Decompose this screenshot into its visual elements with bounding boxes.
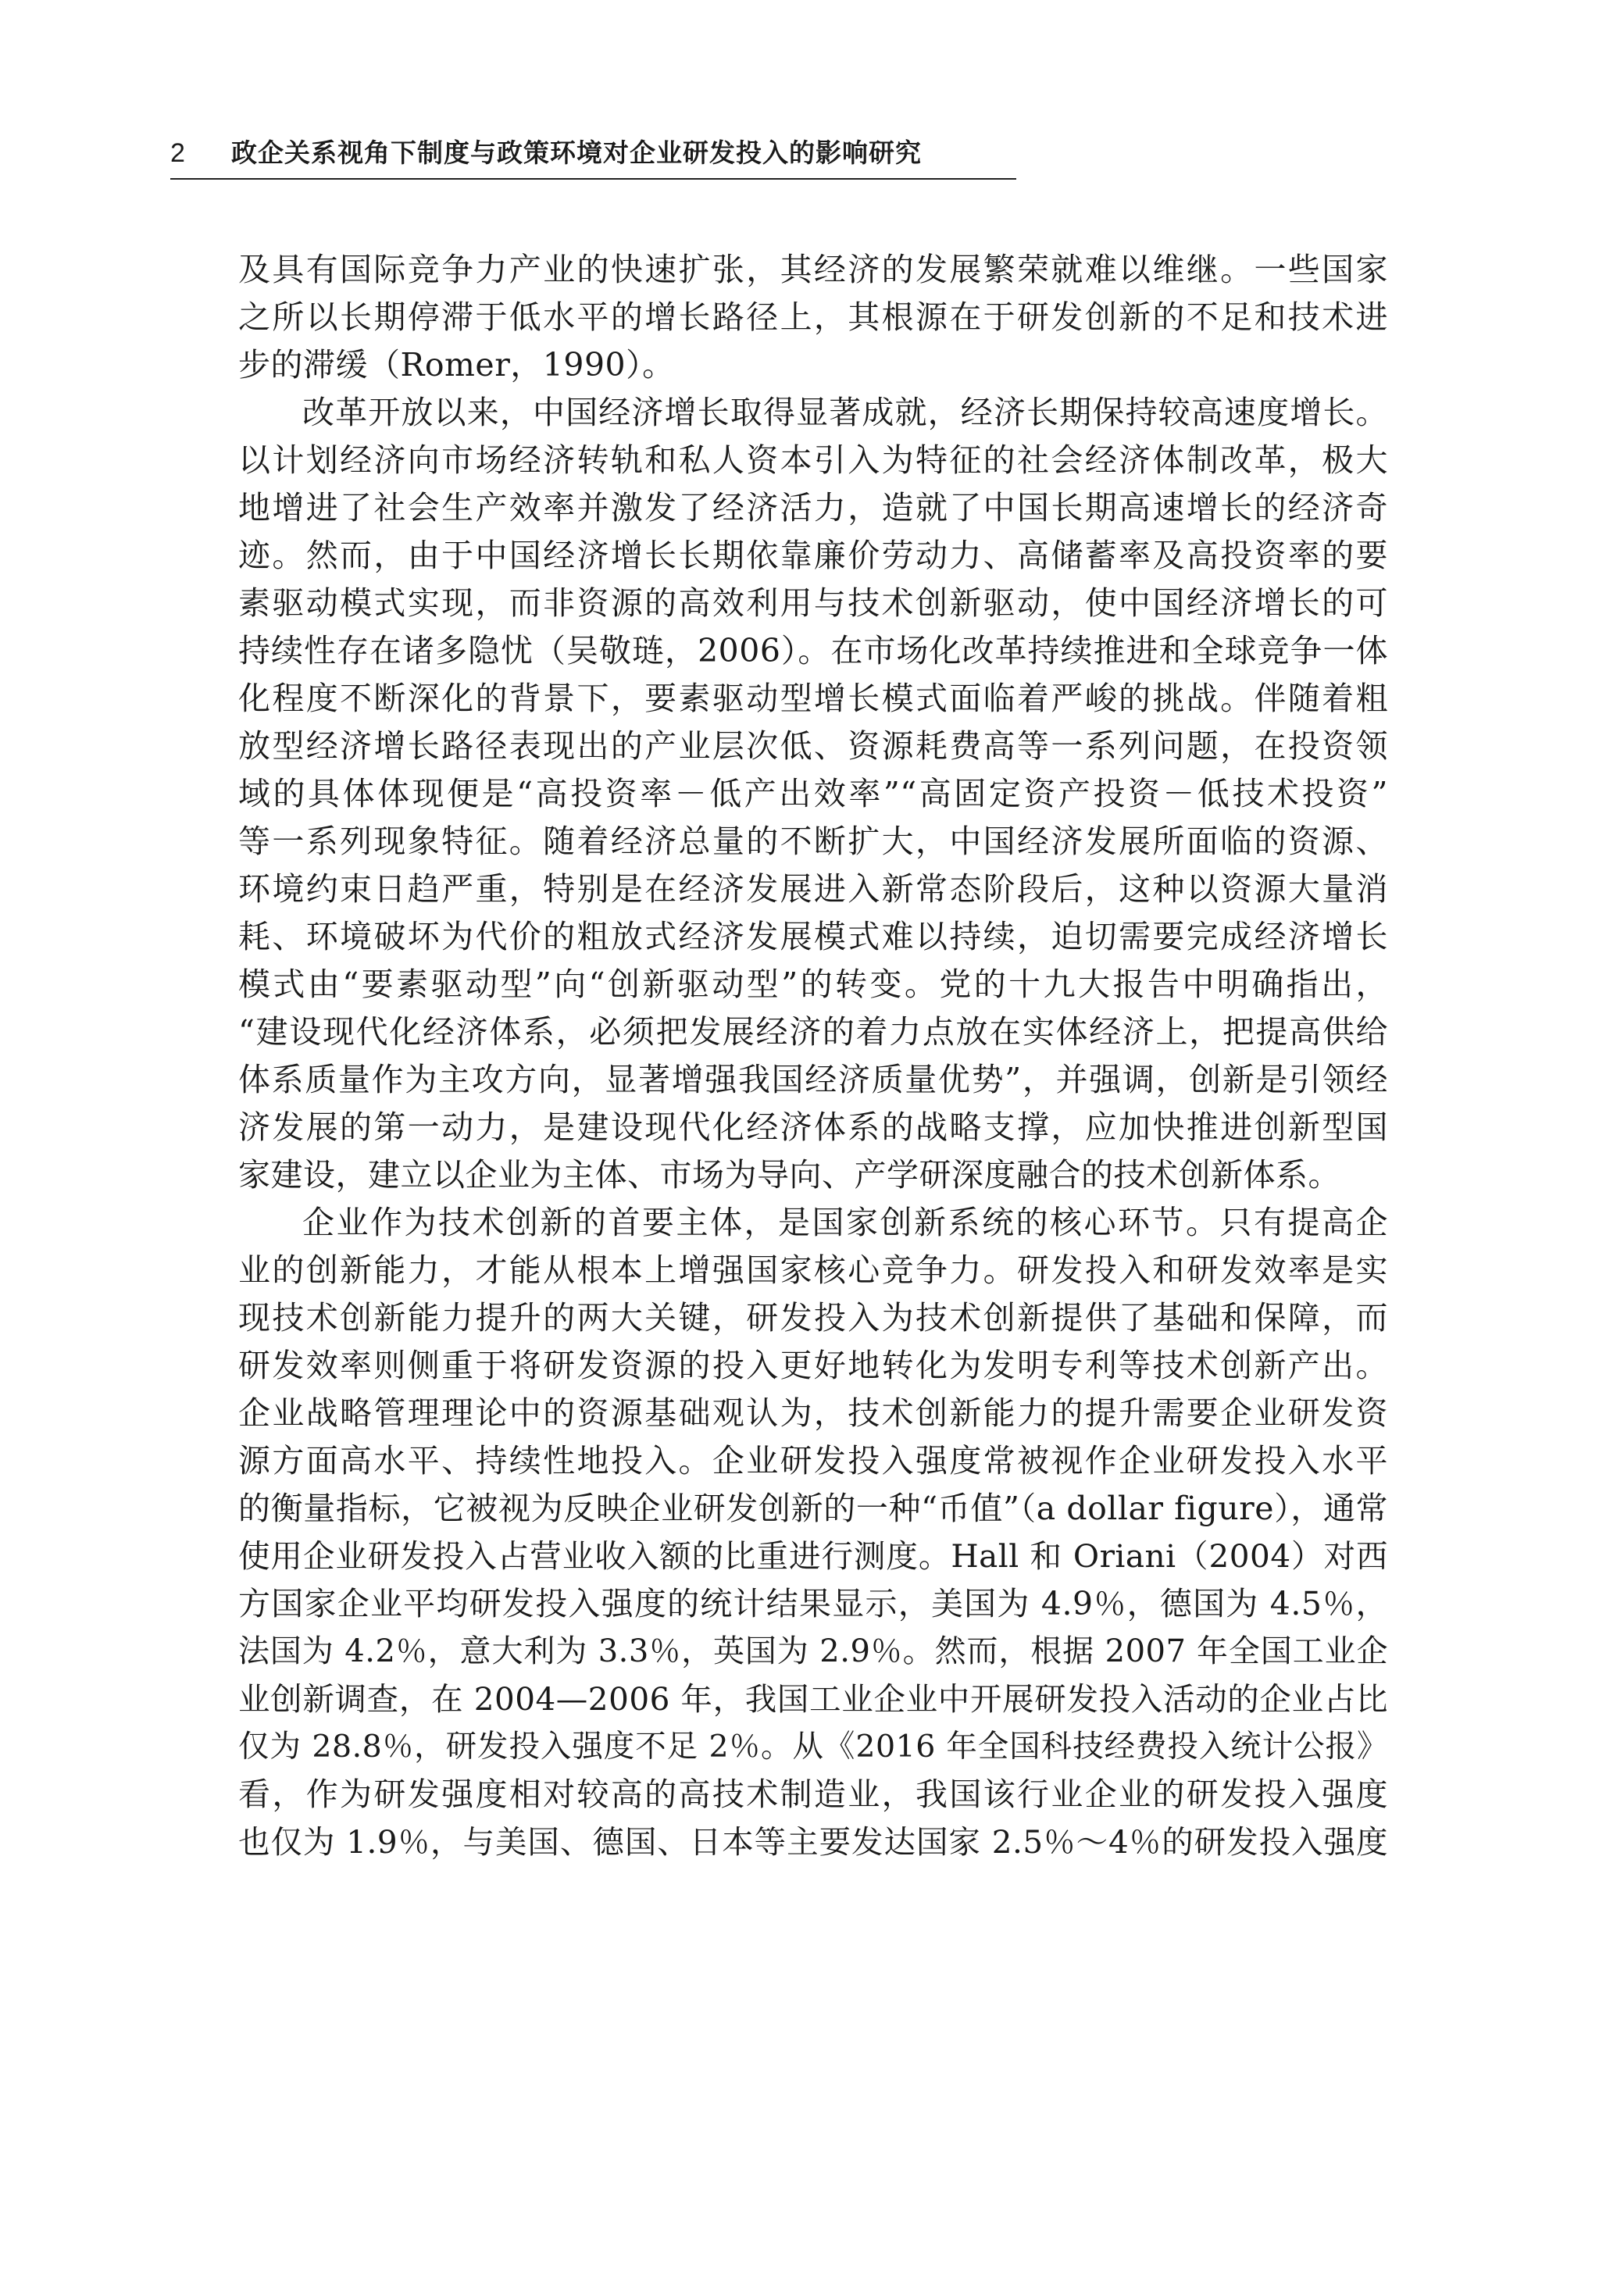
text-line: 家建设，建立以企业为主体、市场为导向、产学研深度融合的技术创新体系。 bbox=[238, 1156, 1340, 1194]
text-line: 的衡量指标，它被视为反映企业研发创新的一种“币值”（a dollar figure），通常 bbox=[238, 1490, 1388, 1527]
text-line: 素驱动模式实现，而非资源的高效利用与技术创新驱动，使中国经济增长的可 bbox=[238, 584, 1388, 622]
text-line: 迹。然而，由于中国经济增长长期依靠廉价劳动力、高储蓄率及高投资率的要 bbox=[238, 537, 1388, 574]
text-line: 持续性存在诸多隐忧（吴敬琏，2006）。在市场化改革持续推进和全球竞争一体 bbox=[238, 632, 1388, 669]
header-title: 政企关系视角下制度与政策环境对企业研发投入的影响研究 bbox=[231, 137, 922, 168]
text-line: 等一系列现象特征。随着经济总量的不断扩大，中国经济发展所面临的资源、 bbox=[238, 823, 1388, 860]
text-line: 方国家企业平均研发投入强度的统计结果显示，美国为 4.9％，德国为 4.5％， bbox=[238, 1585, 1388, 1622]
text-line: 业创新调查，在 2004—2006 年，我国工业企业中开展研发投入活动的企业占比 bbox=[238, 1680, 1388, 1718]
text-line: 企业战略管理理论中的资源基础观认为，技术创新能力的提升需要企业研发资 bbox=[238, 1394, 1388, 1432]
text-line: 现技术创新能力提升的两大关键，研发投入为技术创新提供了基础和保障，而 bbox=[238, 1299, 1388, 1337]
text-line: 改革开放以来，中国经济增长取得显著成就，经济长期保持较高速度增长。 bbox=[302, 394, 1388, 431]
text-line: 也仅为 1.9％，与美国、德国、日本等主要发达国家 2.5％～4％的研发投入强度 bbox=[238, 1823, 1388, 1861]
text-line: 及具有国际竞争力产业的快速扩张，其经济的发展繁荣就难以维继。一些国家 bbox=[238, 251, 1388, 288]
text-line: 看，作为研发强度相对较高的高技术制造业，我国该行业企业的研发投入强度 bbox=[238, 1776, 1388, 1813]
text-line: 体系质量作为主攻方向，显著增强我国经济质量优势”，并强调，创新是引领经 bbox=[238, 1061, 1388, 1098]
page-number: 2 bbox=[170, 138, 185, 168]
text-line: 仅为 28.8％，研发投入强度不足 2％。从《2016 年全国科技经费投入统计公报》 bbox=[238, 1729, 1388, 1765]
text-line: 地增进了社会生产效率并激发了经济活力，造就了中国长期高速增长的经济奇 bbox=[238, 489, 1388, 526]
text-line: 域的具体体现便是“高投资率－低产出效率”“高固定资产投资－低技术投资” bbox=[238, 775, 1388, 812]
text-line: 化程度不断深化的背景下，要素驱动型增长模式面临着严峻的挑战。伴随着粗 bbox=[238, 680, 1388, 717]
text-line: “建设现代化经济体系，必须把发展经济的着力点放在实体经济上，把提高供给 bbox=[238, 1013, 1388, 1051]
body-text bbox=[238, 246, 1388, 1866]
text-line: 放型经济增长路径表现出的产业层次低、资源耗费高等一系列问题，在投资领 bbox=[238, 727, 1388, 765]
text-line: 环境约束日趋严重，特别是在经济发展进入新常态阶段后，这种以资源大量消 bbox=[238, 870, 1388, 908]
text-line: 步的滞缓（Romer，1990）。 bbox=[238, 346, 675, 384]
text-line: 模式由“要素驱动型”向“创新驱动型”的转变。党的十九大报告中明确指出， bbox=[238, 965, 1388, 1003]
text-line: 使用企业研发投入占营业收入额的比重进行测度。Hall 和 Oriani（2004）对西 bbox=[238, 1537, 1388, 1575]
text-line: 源方面高水平、持续性地投入。企业研发投入强度常被视作企业研发投入水平 bbox=[238, 1442, 1388, 1479]
text-line: 研发效率则侧重于将研发资源的投入更好地转化为发明专利等技术创新产出。 bbox=[238, 1347, 1388, 1384]
text-line: 之所以长期停滞于低水平的增长路径上，其根源在于研发创新的不足和技术进 bbox=[238, 298, 1388, 336]
text-line: 济发展的第一动力，是建设现代化经济体系的战略支撑，应加快推进创新型国 bbox=[238, 1108, 1388, 1146]
running-header bbox=[170, 131, 1016, 180]
text-line: 法国为 4.2％，意大利为 3.3％，英国为 2.9％。然而，根据 2007 年全国工业企 bbox=[238, 1633, 1388, 1669]
text-line: 企业作为技术创新的首要主体，是国家创新系统的核心环节。只有提高企 bbox=[302, 1204, 1388, 1241]
text-line: 业的创新能力，才能从根本上增强国家核心竞争力。研发投入和研发效率是实 bbox=[238, 1251, 1388, 1289]
text-line: 耗、环境破坏为代价的粗放式经济发展模式难以持续，迫切需要完成经济增长 bbox=[238, 918, 1388, 955]
text-line: 以计划经济向市场经济转轨和私人资本引入为特征的社会经济体制改革，极大 bbox=[238, 441, 1388, 479]
